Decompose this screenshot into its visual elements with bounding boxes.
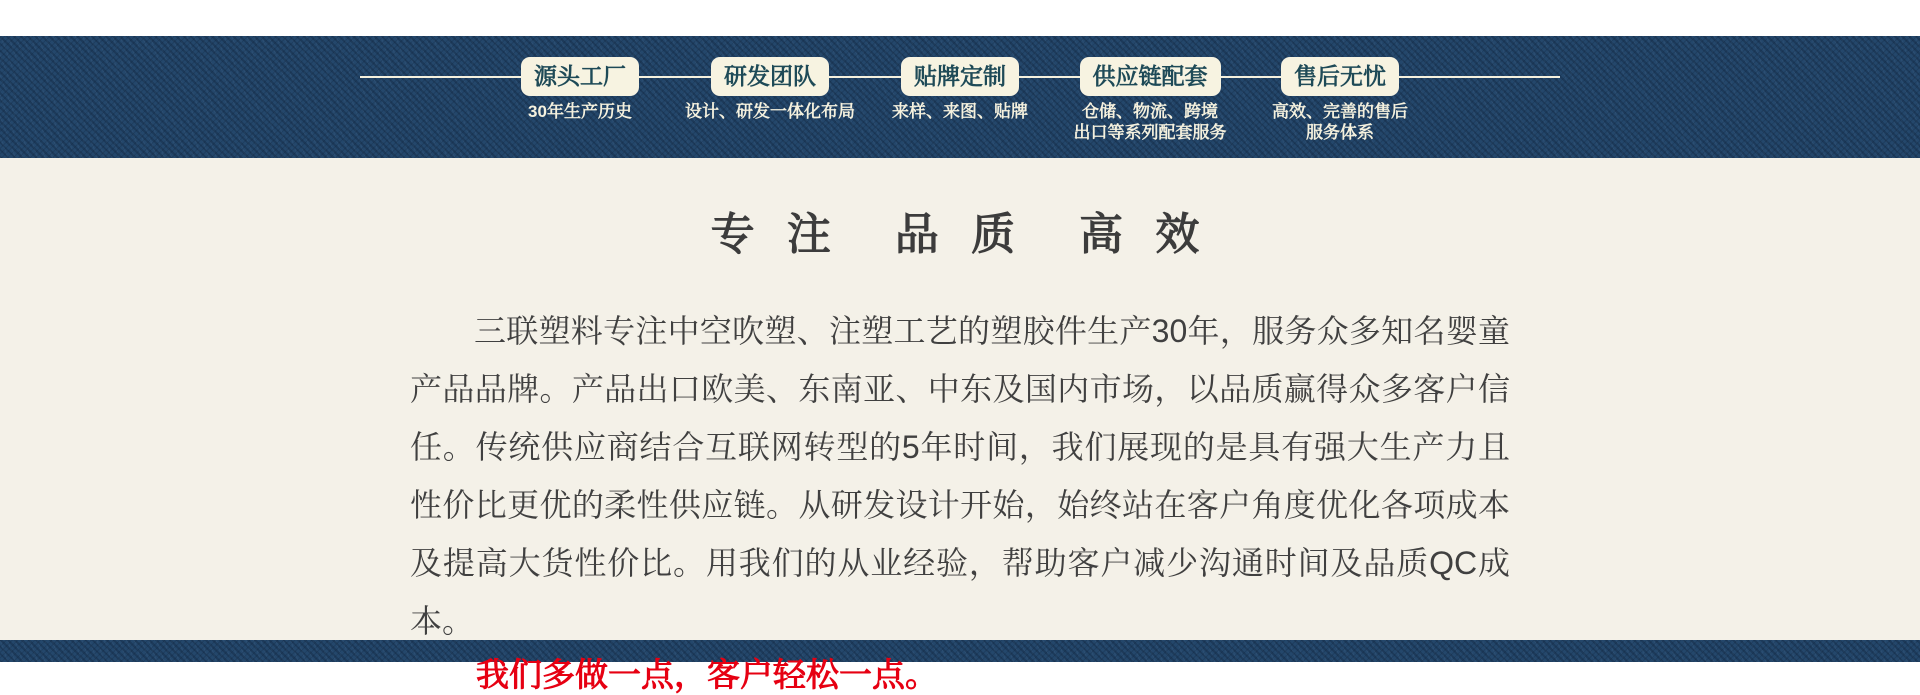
feature-desc-line: 高效、完善的售后 <box>1272 101 1408 121</box>
feature-badge: 贴牌定制 <box>901 57 1019 96</box>
feature-desc <box>865 101 1055 122</box>
feature-item-oem-custom <box>865 57 1055 143</box>
feature-desc-line: 仓储、物流、跨境 <box>1082 101 1218 121</box>
feature-badge: 售后无忧 <box>1281 57 1399 96</box>
features-row <box>360 57 1560 143</box>
feature-item-after-sales <box>1245 57 1435 143</box>
features-banner <box>0 36 1920 158</box>
slogan-text: 我们多做一点，客户轻松一点。 <box>476 656 938 693</box>
feature-badge: 研发团队 <box>711 57 829 96</box>
intro-section <box>0 158 1920 693</box>
feature-badge: 供应链配套 <box>1080 57 1221 96</box>
feature-desc <box>1245 101 1435 143</box>
feature-desc-line: 服务体系 <box>1306 122 1374 142</box>
feature-desc-line: 出口等系列配套服务 <box>1073 122 1227 142</box>
page-top-strip <box>0 0 1920 36</box>
feature-item-rd-team <box>675 57 865 143</box>
feature-desc <box>485 101 675 122</box>
features-banner-inner <box>360 36 1560 158</box>
feature-desc <box>1055 101 1245 143</box>
feature-desc <box>675 101 865 122</box>
feature-desc-line: 来样、来图、贴牌 <box>892 101 1028 121</box>
feature-item-source-factory <box>485 57 675 143</box>
feature-desc-line: 30年生产历史 <box>528 101 632 121</box>
feature-item-supply-chain <box>1055 57 1245 143</box>
company-intro-paragraph: 三联塑料专注中空吹塑、注塑工艺的塑胶件生产30年，服务众多知名婴童产品品牌。产品出口欧美、东南亚、中东及国内市场，以品质赢得众多客户信任。传统供应商结合互联网转型的5年时间，我们展现的是具有强大生产力且性价比更优的柔性供应链。从研发设计开始，始终站在客户角度优化各项成本及提高大货性价比。用我们的从业经验，帮助客户减少沟通时间及品质QC成本。 <box>410 313 1510 639</box>
bottom-band <box>0 640 1920 662</box>
feature-desc-line: 设计、研发一体化布局 <box>685 101 855 121</box>
feature-badge: 源头工厂 <box>521 57 639 96</box>
section-title: 专 注 品 质 高 效 <box>710 210 1210 259</box>
